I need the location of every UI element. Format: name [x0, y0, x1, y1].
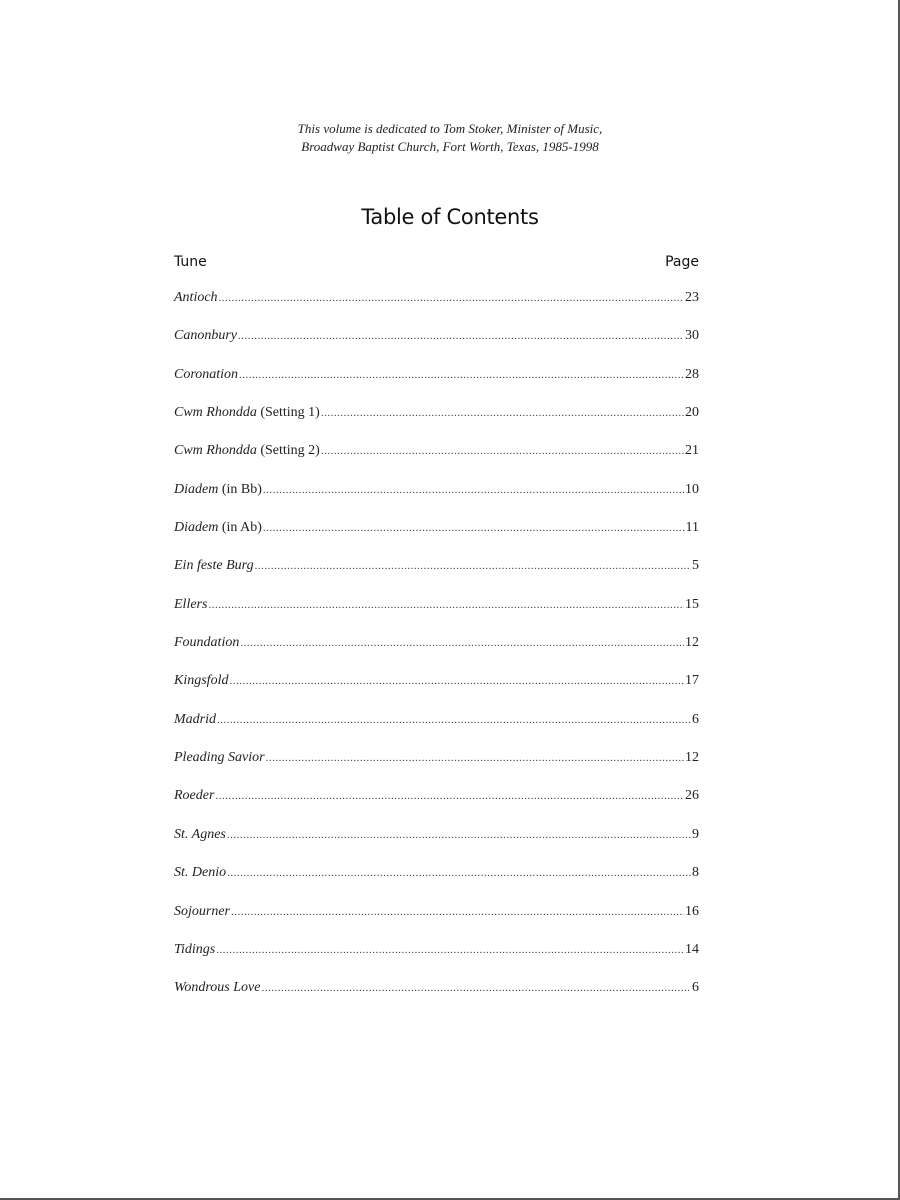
toc-entry-page-number: 17	[685, 673, 699, 689]
column-header-tune: Tune	[174, 254, 207, 270]
toc-list	[174, 290, 699, 1019]
toc-entry-leader-dots	[239, 369, 684, 381]
toc-entry	[174, 405, 699, 443]
toc-entry-page-number: 6	[692, 980, 699, 996]
toc-entry-page-number: 15	[685, 596, 699, 612]
toc-entry	[174, 290, 699, 328]
toc-entry	[174, 904, 699, 942]
toc-entry	[174, 750, 699, 788]
toc-entry-page-number: 30	[685, 328, 699, 344]
toc-entry	[174, 942, 699, 980]
toc-entry-leader-dots	[217, 714, 691, 726]
toc-entry-tune-name: Foundation	[174, 635, 240, 651]
toc-entry-tune-name: Canonbury	[174, 328, 237, 344]
toc-entry	[174, 367, 699, 405]
toc-entry-page-number: 5	[692, 558, 699, 574]
toc-entry	[174, 788, 699, 826]
toc-entry-page-number: 16	[685, 903, 699, 919]
toc-entry-setting: (in Bb)	[221, 481, 262, 497]
toc-entry	[174, 712, 699, 750]
toc-title: Table of Contents	[361, 205, 539, 229]
column-header-page: Page	[665, 254, 699, 270]
toc-entry-leader-dots	[255, 560, 691, 572]
toc-entry-leader-dots	[240, 637, 684, 649]
toc-entry-leader-dots	[208, 599, 684, 611]
toc-entry-leader-dots	[263, 484, 684, 496]
toc-entry-tune-name: Sojourner	[174, 903, 230, 919]
toc-entry-tune-name: Antioch	[174, 290, 218, 305]
toc-entry-leader-dots	[238, 330, 684, 342]
toc-entry-tune-name: Coronation	[174, 366, 239, 382]
toc-entry	[174, 482, 699, 520]
toc-entry-page-number: 11	[685, 520, 699, 536]
toc-entry-tune-name: Diadem	[174, 481, 219, 497]
toc-entry-setting: (in Ab)	[221, 520, 262, 536]
toc-entry-leader-dots	[321, 407, 684, 419]
toc-entry-leader-dots	[231, 906, 684, 918]
toc-entry-leader-dots	[216, 944, 684, 956]
toc-entry-setting: (Setting 1)	[260, 405, 320, 421]
toc-entry-tune-name: Madrid	[174, 711, 216, 727]
toc-entry	[174, 558, 699, 596]
toc-entry-page-number: 8	[692, 865, 699, 881]
toc-entry-page-number: 9	[692, 826, 699, 842]
toc-entry	[174, 635, 699, 673]
toc-entry-page-number: 28	[685, 366, 699, 382]
toc-entry-tune-name: St. Denio	[174, 865, 227, 881]
toc-entry-leader-dots	[263, 522, 685, 534]
toc-entry-tune-name: Ellers	[174, 596, 208, 612]
toc-entry-tune-name: Ein feste Burg	[174, 558, 254, 574]
toc-entry-page-number: 6	[692, 711, 699, 727]
toc-entry-setting: (Setting 2)	[260, 443, 320, 459]
toc-entry-tune-name: Kingsfold	[174, 673, 229, 689]
toc-entry	[174, 597, 699, 635]
toc-entry-page-number: 21	[685, 443, 699, 459]
toc-entry-leader-dots	[229, 675, 684, 687]
toc-entry-tune-name: Tidings	[174, 941, 216, 957]
toc-entry-page-number: 14	[685, 941, 699, 957]
toc-entry-page-number: 12	[685, 750, 699, 766]
toc-entry-leader-dots	[227, 829, 691, 841]
toc-entry-page-number: 10	[685, 481, 699, 497]
toc-entry-page-number: 23	[685, 290, 699, 305]
toc-entry-leader-dots	[266, 752, 684, 764]
toc-entry-tune-name: Cwm Rhondda	[174, 443, 257, 459]
toc-entry-tune-name: Cwm Rhondda	[174, 405, 257, 421]
dedication	[0, 120, 900, 156]
dedication-line-2: Broadway Baptist Church, Fort Worth, Texas, 1985-1998	[301, 139, 599, 154]
toc-entry	[174, 443, 699, 481]
toc-entry-leader-dots	[227, 867, 691, 879]
toc-entry-tune-name: Diadem	[174, 520, 219, 536]
toc-entry-leader-dots	[321, 445, 684, 457]
toc-entry	[174, 328, 699, 366]
toc-entry-page-number: 12	[685, 635, 699, 651]
dedication-line-1: This volume is dedicated to Tom Stoker, Minister of Music,	[297, 121, 603, 136]
toc-entry-page-number: 26	[685, 788, 699, 804]
toc-entry-leader-dots	[261, 982, 691, 994]
toc-entry	[174, 865, 699, 903]
toc-entry	[174, 980, 699, 1018]
toc-entry-leader-dots	[215, 790, 684, 802]
toc-entry-tune-name: Roeder	[174, 788, 215, 804]
toc-entry	[174, 827, 699, 865]
toc-entry-tune-name: Pleading Savior	[174, 750, 265, 766]
toc-entry-leader-dots	[219, 292, 684, 304]
toc-entry-tune-name: Wondrous Love	[174, 980, 261, 996]
toc-entry-page-number: 20	[685, 405, 699, 421]
toc-entry	[174, 520, 699, 558]
toc-entry	[174, 673, 699, 711]
toc-entry-tune-name: St. Agnes	[174, 826, 226, 842]
